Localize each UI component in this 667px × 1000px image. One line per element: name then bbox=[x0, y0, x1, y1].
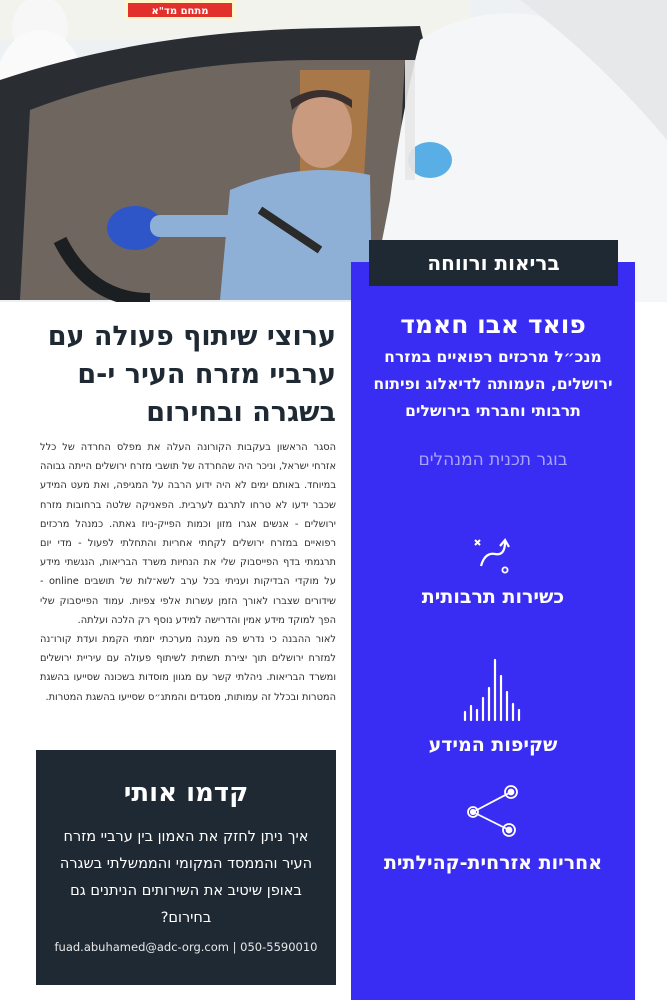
promote-me-box bbox=[36, 750, 336, 985]
feature-information-transparency bbox=[351, 658, 635, 756]
tent-sign: מתחם מד"א bbox=[151, 6, 209, 17]
network-icon bbox=[465, 784, 521, 840]
body-paragraph: לאור ההבנה כי נדרש פה מענה מערכתי יזמתי הקמת ועדת קורו־נה למזרח ירושלים תוך יצירת תשתית לשיתוף פעולה עם עיריית ירושלים ומשרד הבריאות. ניהלתי קשר עם מגוון מוסדות בשכונה שסייעו בהשגת המטרות ובכלל זה עמותות, מסגדים והמתנ״ס שסייעו בהשגת המטרות. bbox=[40, 634, 336, 703]
feature-label: אחריות אזרחית-קהילתית bbox=[383, 852, 603, 874]
category-tag: בריאות ורווחה bbox=[369, 240, 618, 286]
feature-cultural-competence bbox=[351, 534, 635, 608]
feature-label: כשירות תרבותית bbox=[421, 586, 565, 608]
feature-label: שקיפות המידע bbox=[428, 734, 558, 756]
person-role: מנכ״ל מרכזים רפואיים במזרח ירושלים, העמותה לדיאלוג ופיתוח תרבותי וחברתי בירושלים bbox=[373, 348, 613, 420]
profile-panel bbox=[351, 262, 635, 1000]
feature-civic-responsibility bbox=[351, 784, 635, 874]
cta-title: קדמו אותי bbox=[123, 778, 249, 808]
cta-question: איך ניתן לחזק את האמון בין ערביי מזרח העיר והממסד המקומי והממשלתי בשגרה באופן שיטיב את השירותים הניתנים גם בחירום? bbox=[59, 829, 313, 926]
article-headline: ערוצי שיתוף פעולה עם ערביי מזרח העיר י-ם בשגרה ובחירום bbox=[47, 321, 336, 428]
person-name: פואד אבו חאמד bbox=[400, 310, 586, 339]
program-graduate: בוגר תכנית המנהלים bbox=[418, 450, 568, 470]
path-arrow-icon bbox=[471, 534, 515, 574]
sound-wave-icon bbox=[461, 658, 525, 722]
contact-info[interactable]: fuad.abuhamed@adc-org.com | 050-5590010 bbox=[54, 940, 318, 954]
article-body bbox=[40, 438, 336, 707]
body-paragraph: הסגר הראשון בעקבות הקורונה העלה את מפלס החרדה של כלל אזרחי ישראל, וניכר היה שהחרדה של תושבי מזרח ירושלים הייתה גבוהה במיוחד. באותם ימים לא היה ידוע הרבה על המגיפה, ואת מעט המידע שכבר ידעו לא טרחו לתרגם לערבית. הפאניקה שלטה ברחובות מזרח ירושלים - אנשים אגרו מזון וכמות הפייק-ניוז גאתה. כמנהל מרכזים רפואיים במזרח ירושלים לקחתי אחריות והתחלתי לפעול - מדי יום תרגמתי בדף הפייסבוק שלי את הנחיות משרד הבריאות, הנגשתי מידע על מוקדי הבדיקות ועניתי בכל ערב לשא־לות של תושבים online - שידורים שצברו לאורך הזמן עשרות אלפי צפיות. עמוד הפייסבוק שלי הפך למוקד מידע אמין והדרישה למידע נוסף רק הלכה ועלתה. bbox=[40, 442, 337, 626]
